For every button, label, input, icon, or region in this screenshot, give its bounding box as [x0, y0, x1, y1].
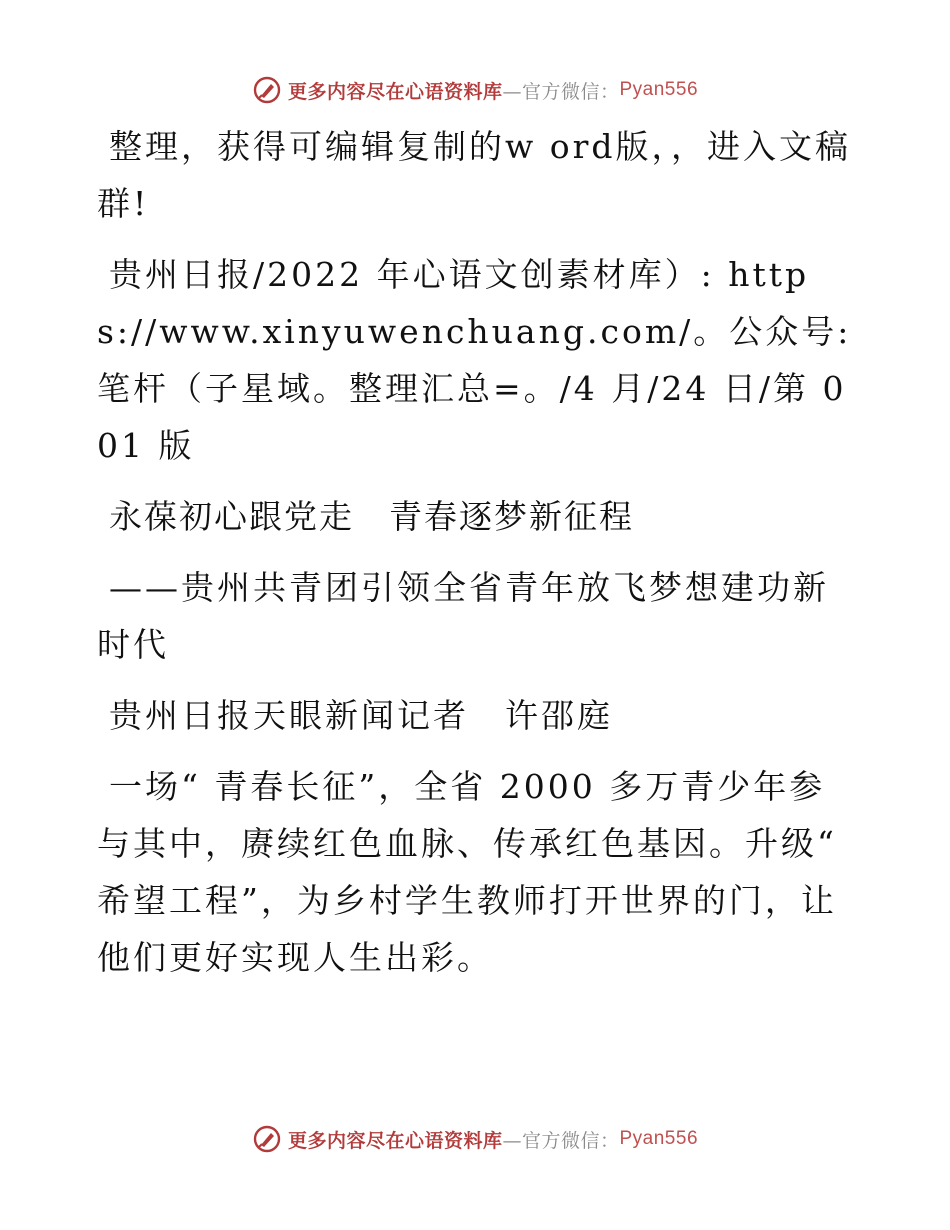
- header-separator-text: —官方微信：: [502, 80, 620, 103]
- footer-account-id: Pyan556: [619, 1128, 699, 1149]
- document-body: [97, 118, 857, 1000]
- article-byline: 贵州日报天眼新闻记者 许邵庭: [109, 696, 613, 735]
- footer-banner: [0, 1119, 950, 1159]
- article-subtitle: ——贵州共青团引领全省青年放飞梦想建功新时代: [97, 568, 829, 664]
- pen-nib-logo-icon: [252, 1124, 282, 1154]
- footer-separator-text: —官方微信：: [502, 1129, 620, 1152]
- article-lead-paragraph: 一场“ 青春长征”，全省 2000 多万青少年参与其中，赓续红色血脉、传承红色基因。升级“ 希望工程”，为乡村学生教师打开世界的门，让他们更好实现人生出彩。: [97, 767, 837, 977]
- source-paragraph: 贵州日报/2022 年心语文创素材库）: https://www.xinyuwenchuang.com/。公众号: 笔杆（子星域。整理汇总=。/4 月/24 日/第 001 版: [97, 255, 852, 465]
- header-account-id: Pyan556: [619, 79, 699, 100]
- header-banner: [0, 70, 950, 110]
- footer-brand-text: 更多内容尽在心语资料库: [287, 1129, 503, 1152]
- header-brand-text: 更多内容尽在心语资料库: [287, 80, 503, 103]
- intro-paragraph: 整理，获得可编辑复制的w ord版，，进入文稿群!: [97, 127, 852, 223]
- pen-nib-logo-icon: [252, 75, 282, 105]
- article-title: 永葆初心跟党走 青春逐梦新征程: [109, 497, 634, 536]
